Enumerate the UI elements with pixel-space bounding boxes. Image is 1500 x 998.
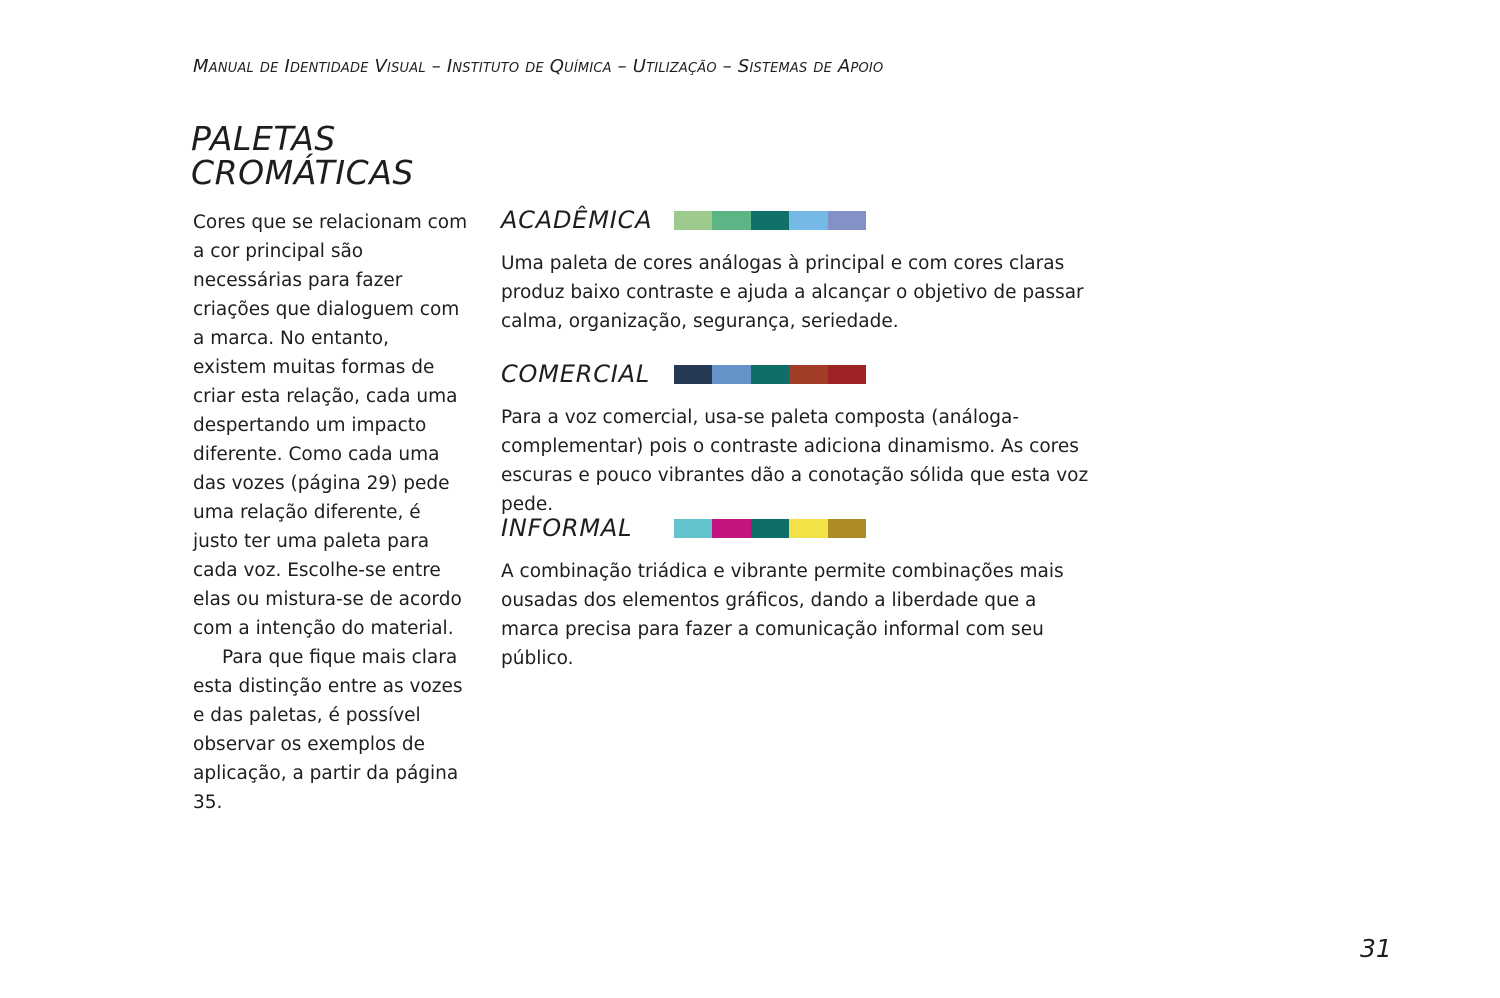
color-swatch — [789, 211, 827, 230]
running-header: Manual de Identidade Visual – Instituto de Química – Utilização – Sistemas de Apoio — [193, 56, 884, 77]
palette-header — [501, 205, 1091, 235]
intro-paragraph-2: Para que fique mais clara esta distinção entre as vozes e das paletas, é possível observar os exemplos de aplicação, a partir da página 35. — [193, 647, 463, 813]
palette-header — [501, 359, 1091, 389]
palette-name: ACADÊMICA — [501, 206, 653, 234]
color-swatch — [712, 365, 750, 384]
color-swatch — [674, 519, 712, 538]
page-title-line-1: PALETAS — [191, 119, 336, 158]
color-swatch — [828, 519, 866, 538]
color-swatch — [712, 519, 750, 538]
color-swatch — [674, 365, 712, 384]
color-swatch-strip — [674, 519, 866, 538]
palette-comercial — [501, 359, 1091, 519]
palette-header — [501, 513, 1091, 543]
color-swatch — [789, 365, 827, 384]
palette-informal — [501, 513, 1091, 673]
color-swatch — [751, 365, 789, 384]
color-swatch-strip — [674, 211, 866, 230]
palette-name: INFORMAL — [501, 514, 633, 542]
palette-description: Para a voz comercial, usa-se paleta composta (análoga-complementar) pois o contraste adiciona dinamismo. As cores escuras e pouco vibrantes dão a conotação sólida que esta voz pede. — [501, 407, 1089, 515]
color-swatch — [674, 211, 712, 230]
color-swatch — [828, 365, 866, 384]
palette-name: COMERCIAL — [501, 360, 651, 388]
intro-paragraph-1: Cores que se relacionam com a cor principal são necessárias para fazer criações que dialoguem com a marca. No entanto, existem muitas formas de criar esta relação, cada uma despertando um impacto diferente. Como cada uma das vozes (página 29) pede uma relação diferente, é justo ter uma paleta para cada voz. Escolhe-se entre elas ou mistura-se de acordo com a intenção do material. — [193, 212, 468, 639]
intro-text — [193, 208, 468, 817]
color-swatch — [751, 211, 789, 230]
page-title — [191, 119, 491, 192]
color-swatch-strip — [674, 365, 866, 384]
color-swatch — [828, 211, 866, 230]
color-swatch — [789, 519, 827, 538]
palette-description: A combinação triádica e vibrante permite combinações mais ousadas dos elementos gráficos, dando a liberdade que a marca precisa para fazer a comunicação informal com seu público. — [501, 561, 1064, 669]
color-swatch — [751, 519, 789, 538]
page-title-line-2: CROMÁTICAS — [191, 153, 415, 192]
color-swatch — [712, 211, 750, 230]
palette-description: Uma paleta de cores análogas à principal e com cores claras produz baixo contraste e ajuda a alcançar o objetivo de passar calma, organização, segurança, seriedade. — [501, 253, 1084, 332]
page-number: 31 — [1360, 934, 1392, 963]
palette-academica — [501, 205, 1091, 336]
